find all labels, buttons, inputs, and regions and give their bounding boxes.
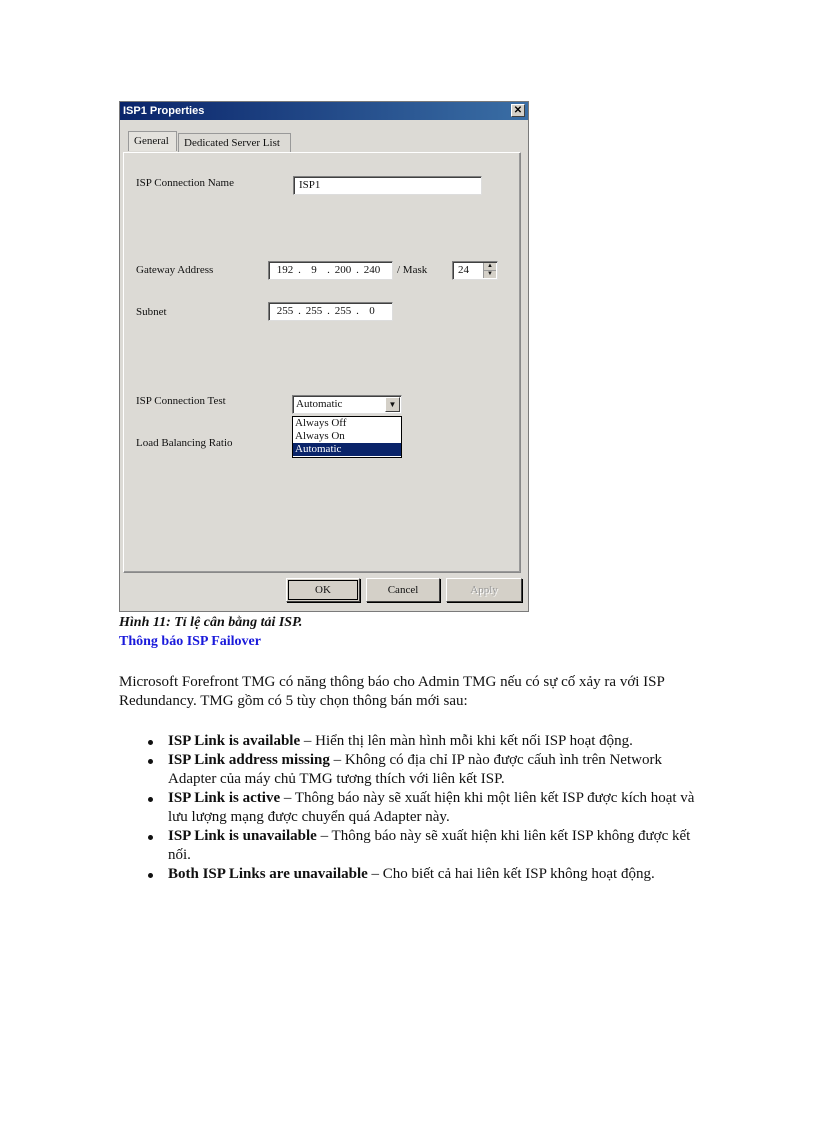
- figure-caption: Hình 11: Tỉ lệ cân bằng tải ISP.: [119, 615, 303, 630]
- gateway-address-input[interactable]: 192 . 9 . 200 . 240: [268, 261, 393, 280]
- list-item: [148, 789, 708, 827]
- list-item-text: – Hiển thị lên màn hình mỗi khi kết nối ISP hoạt động.: [300, 733, 633, 749]
- body-paragraph: Microsoft Forefront TMG có năng thông báo cho Admin TMG nếu có sự cố xảy ra với ISP Redundancy. TMG gồm có 5 tùy chọn thông bán mới sau:: [119, 674, 665, 709]
- section-heading: Thông báo ISP Failover: [119, 634, 261, 649]
- connection-test-label: ISP Connection Test: [136, 395, 226, 407]
- subnet-label: Subnet: [136, 306, 167, 318]
- subnet-octet: 255: [305, 305, 323, 317]
- connection-test-dropdown: [292, 416, 402, 458]
- list-item-term: ISP Link is available: [168, 733, 301, 749]
- connection-name-label: ISP Connection Name: [136, 177, 234, 189]
- general-tab-panel: [123, 152, 521, 573]
- connection-name-input[interactable]: ISP1: [293, 176, 482, 195]
- close-button[interactable]: ✕: [511, 104, 525, 117]
- gateway-octet: 200: [334, 264, 352, 276]
- list-item: [148, 732, 708, 751]
- list-item-term: ISP Link is active: [168, 790, 281, 806]
- mask-value: 24: [458, 264, 469, 276]
- list-item-text: – Thông báo này sẽ xuất hiện khi liên kết ISP không được kết nối.: [168, 828, 691, 863]
- gateway-octet: 192: [276, 264, 294, 276]
- list-item-term: Both ISP Links are unavailable: [168, 866, 368, 882]
- dialog-title: ISP1 Properties: [120, 102, 528, 120]
- list-item: [148, 865, 708, 884]
- list-item-term: ISP Link address missing: [168, 752, 330, 768]
- cancel-button[interactable]: Cancel: [366, 578, 440, 602]
- apply-button[interactable]: Apply: [446, 578, 522, 602]
- list-item-text: – Thông báo này sẽ xuất hiện khi một liên kết ISP được kích hoạt và lưu lượng mạng được chuyển quá Adapter này.: [168, 790, 695, 825]
- mask-spin-buttons[interactable]: [483, 263, 496, 278]
- mask-label: / Mask: [397, 264, 428, 276]
- notification-options-list: [148, 732, 708, 884]
- gateway-address-label: Gateway Address: [136, 264, 214, 276]
- load-balancing-label: Load Balancing Ratio: [136, 437, 233, 449]
- dropdown-option-selected[interactable]: Automatic: [293, 443, 401, 456]
- dropdown-option[interactable]: Always Off: [295, 417, 347, 429]
- subnet-octet: 255: [334, 305, 352, 317]
- list-item: [148, 751, 708, 789]
- subnet-octet: 255: [276, 305, 294, 317]
- spin-down-icon[interactable]: ▼: [487, 271, 493, 277]
- subnet-input[interactable]: 255 . 255 . 255 . 0: [268, 302, 393, 321]
- dropdown-option[interactable]: Always On: [295, 430, 345, 442]
- spin-up-icon[interactable]: ▲: [484, 263, 496, 271]
- list-item-text: – Cho biết cả hai liên kết ISP không hoạt động.: [367, 866, 655, 882]
- gateway-octet: 240: [363, 264, 381, 276]
- tab-dedicated-server-list[interactable]: Dedicated Server List: [178, 133, 291, 152]
- chevron-down-icon[interactable]: ▼: [385, 397, 400, 412]
- gateway-octet: 9: [311, 264, 317, 276]
- mask-spinner[interactable]: [452, 261, 498, 280]
- tab-general[interactable]: General: [128, 131, 177, 151]
- connection-test-select[interactable]: [292, 395, 402, 414]
- connection-test-value: Automatic: [296, 398, 343, 410]
- list-item-term: ISP Link is unavailable: [168, 828, 317, 844]
- list-item-text: – Không có địa chỉ IP nào được cấuh ình trên Network Adapter của máy chủ TMG tương thích với liên kết ISP.: [168, 752, 662, 787]
- list-item: [148, 827, 708, 865]
- ok-button[interactable]: OK: [286, 578, 360, 602]
- subnet-octet: 0: [369, 305, 375, 317]
